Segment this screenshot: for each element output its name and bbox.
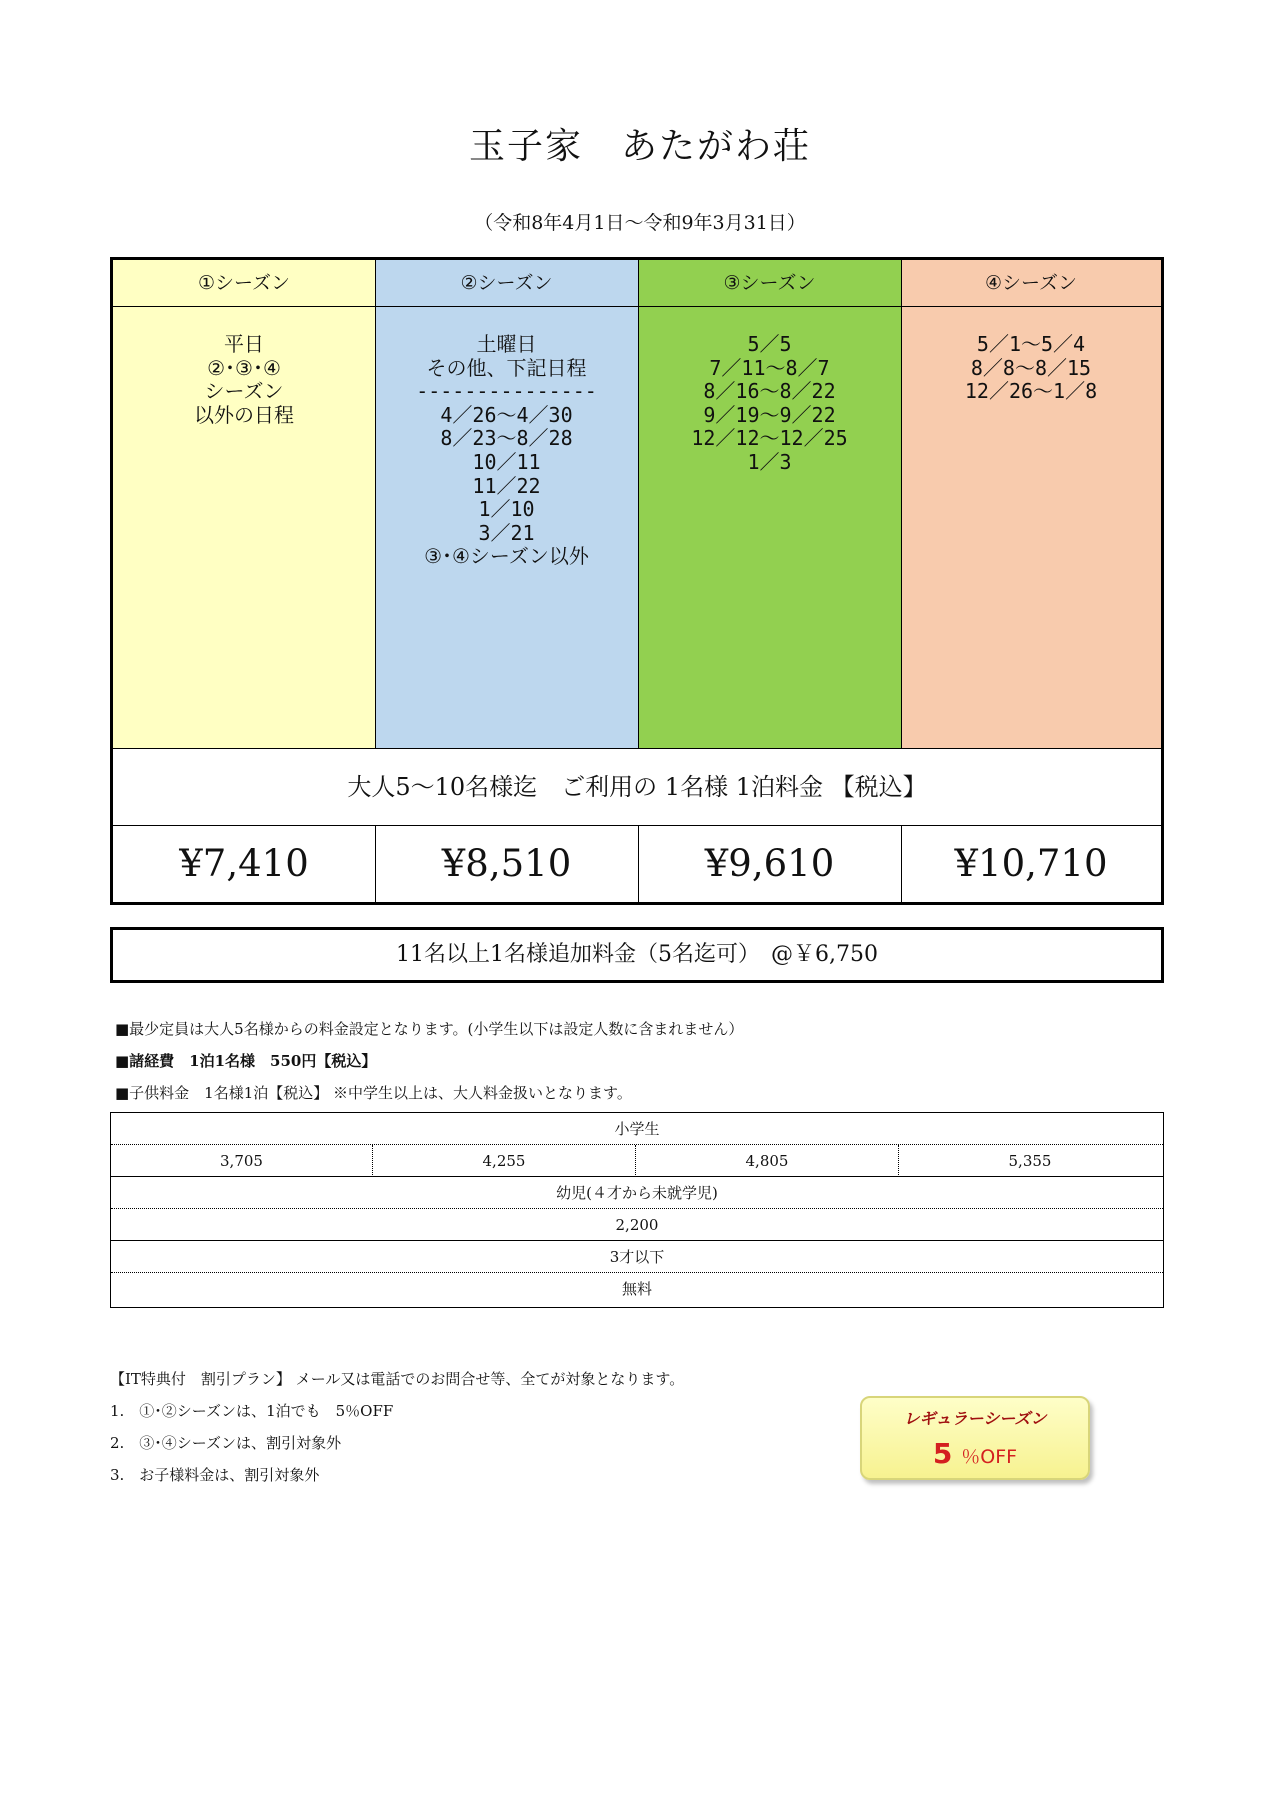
elementary-price-4: 5,355	[1008, 1152, 1052, 1170]
season-header-3: ③シーズン	[638, 260, 901, 307]
season-header-1: ①シーズン	[113, 260, 375, 307]
toddler-price: 無料	[621, 1280, 652, 1298]
regular-season-discount-badge	[860, 1396, 1090, 1480]
note-expenses: ■諸経費 1泊1名様 550円【税込】	[115, 1052, 377, 1070]
season-price-table	[110, 257, 1164, 905]
badge-label: レギュラーシーズン	[903, 1409, 1047, 1428]
price-heading: 大人5～10名様迄 ご利用の 1名様 1泊料金 【税込】	[113, 748, 1161, 826]
price-season-4: ¥10,710	[954, 842, 1108, 885]
elementary-label: 小学生	[111, 1113, 1163, 1145]
season-dates-4: 5／1～5／4 8／8～8／15 12／26～1／8	[964, 332, 1098, 404]
season-dates-3: 5／5 7／11～8／7 8／16～8／22 9／19～9／22 12／12～12／25 1／3	[691, 332, 848, 474]
season-column-2	[375, 260, 638, 748]
season-dates-1: 平日 ②･③･④ シーズン 以外の日程	[194, 332, 294, 427]
elementary-price-2: 4,255	[373, 1145, 636, 1177]
note-child-fee: ■子供料金 1名様1泊【税込】 ※中学生以上は、大人料金扱いとなります。	[115, 1084, 632, 1102]
divider	[638, 260, 639, 748]
price-row	[113, 826, 1161, 902]
price-season-2: ¥8,510	[441, 842, 572, 885]
price-season-3: ¥9,610	[704, 842, 835, 885]
season-dates-2: 土曜日 その他、下記日程 --------------- 4／26～4／30 8／23～8／28 10／11 11／22 1／10 3／21 ③･④シーズン以外	[416, 332, 597, 569]
child-fee-table	[110, 1112, 1164, 1308]
validity-period: （令和8年4月1日～令和9年3月31日）	[474, 212, 806, 234]
season-column-4	[901, 260, 1161, 748]
infant-label: 幼児(４才から未就学児)	[111, 1177, 1163, 1209]
divider	[375, 826, 376, 902]
divider	[375, 260, 376, 748]
badge-discount-number: 5	[932, 1437, 953, 1470]
page-title: 玉子家 あたがわ荘	[468, 126, 811, 167]
divider	[638, 826, 639, 902]
discount-plan-title: 【IT特典付 割引プラン】 メール又は電話でのお問合せ等、全てが対象となります。	[110, 1370, 685, 1388]
elementary-price-1: 3,705	[111, 1145, 373, 1177]
season-column-1	[113, 260, 375, 748]
toddler-label: 3才以下	[111, 1241, 1163, 1273]
season-header-4: ④シーズン	[901, 260, 1161, 307]
divider	[901, 260, 902, 748]
price-season-1: ¥7,410	[179, 842, 309, 885]
divider	[901, 826, 902, 902]
discount-plan-item-2: 2. ③･④シーズンは、割引対象外	[110, 1434, 342, 1452]
badge-discount-unit: ％OFF	[961, 1446, 1018, 1468]
infant-price: 2,200	[111, 1209, 1163, 1241]
badge-discount	[862, 1437, 1088, 1470]
note-minimum-guests: ■最少定員は大人5名様からの料金設定となります。(小学生以下は設定人数に含まれません）	[115, 1020, 744, 1038]
discount-plan-item-3: 3. お子様料金は、割引対象外	[110, 1466, 320, 1484]
elementary-price-row	[111, 1145, 1163, 1177]
elementary-price-3: 4,805	[636, 1145, 899, 1177]
discount-plan-item-1: 1. ①･②シーズンは、1泊でも 5％OFF	[110, 1402, 394, 1420]
additional-guest-fee: 11名以上1名様追加料金（5名迄可） @￥6,750	[110, 927, 1164, 983]
season-header-2: ②シーズン	[375, 260, 638, 307]
season-column-3	[638, 260, 901, 748]
